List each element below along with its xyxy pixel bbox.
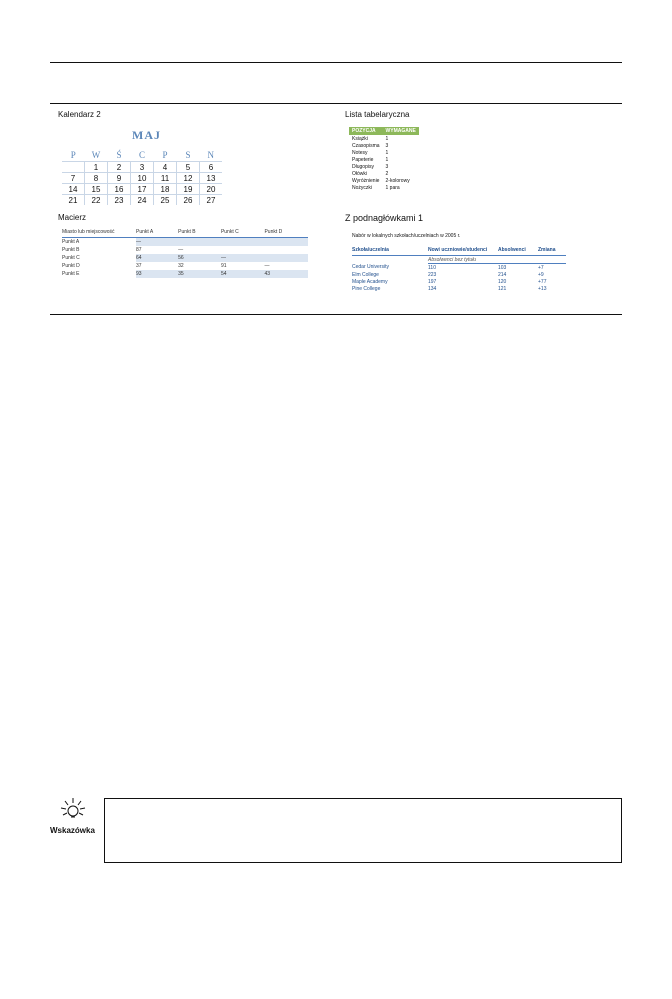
matrix-title: Macierz [58, 213, 87, 222]
day-header: N [207, 150, 214, 160]
day-cell: 26 [177, 195, 200, 206]
matrix-table [62, 228, 308, 278]
day-header: P [70, 150, 76, 160]
subheader-table-cell: Elm College [352, 271, 379, 278]
subheader-table-cell: 120 [498, 278, 507, 285]
list-row [349, 177, 419, 184]
list-header: WYMAGANE [383, 127, 419, 135]
subheader-table [352, 246, 566, 292]
matrix-cell [221, 246, 265, 254]
list-cell: Papeterie [352, 156, 374, 163]
day-cell: 13 [200, 173, 223, 184]
subheader-table-header-row [352, 246, 566, 256]
subheader-table-header: Zmiana [538, 246, 566, 256]
day-header: P [162, 150, 168, 160]
subheader-table-cell: 134 [428, 285, 437, 292]
empty-cell [352, 256, 428, 264]
calendar-day-header-row [62, 149, 222, 162]
matrix-cell: Punkt D [62, 263, 80, 269]
subheader-table-caption: Nabór w lokalnych szkołach/uczelniach w 2005 r. [352, 233, 461, 239]
subheader-table-row [352, 278, 566, 285]
day-cell: 7 [62, 173, 85, 184]
calendar-grid [62, 149, 222, 205]
day-cell: 17 [131, 184, 154, 195]
matrix-row [62, 254, 308, 262]
subheader-row [352, 256, 566, 264]
day-header: Ś [116, 150, 122, 160]
matrix-header: Punkt C [221, 228, 265, 238]
matrix-cell: — [221, 254, 265, 262]
subheader-table-cell: 121 [498, 285, 507, 292]
list-cell: 1 [385, 149, 389, 156]
day-cell: 6 [200, 162, 223, 173]
day-cell: 23 [108, 195, 131, 206]
list-cell: Nożyczki [352, 184, 373, 191]
subheader-table-header: Szkoła/uczelnia [352, 246, 428, 256]
subheader-table-cell: Pine College [352, 285, 381, 292]
day-header: W [91, 150, 101, 160]
matrix-header: Punkt D [264, 228, 308, 238]
subheader-table-cell: +7 [538, 264, 544, 271]
subheader-table-title: Z podnagłówkami 1 [345, 213, 424, 223]
subheader-table-cell: +13 [538, 285, 547, 292]
matrix-cell: 93 [136, 270, 178, 278]
list-row [349, 170, 419, 177]
day-cell: 24 [131, 195, 154, 206]
day-header: C [138, 150, 145, 160]
matrix-cell: 54 [221, 270, 265, 278]
day-cell: 14 [62, 184, 85, 195]
tip-label: Wskazówka [50, 826, 95, 835]
list-row [349, 156, 419, 163]
figure-top-rule [50, 103, 622, 104]
tip-box [104, 798, 622, 863]
subheader-table-row [352, 285, 566, 292]
calendar-week-row [62, 173, 222, 184]
day-cell: 4 [154, 162, 177, 173]
list-cell: Wyróżnienie [352, 177, 380, 184]
list-cell: 2-kolorowy [385, 177, 410, 184]
matrix-cell: 32 [178, 263, 184, 269]
list-cell: Notesy [352, 149, 368, 156]
matrix-cell [264, 254, 308, 262]
subheader-table-row [352, 264, 566, 272]
list-row [349, 142, 419, 149]
list-row [349, 149, 419, 156]
day-cell: 12 [177, 173, 200, 184]
calendar-week-row [62, 184, 222, 195]
day-header: S [185, 150, 191, 160]
day-cell: 3 [131, 162, 154, 173]
day-cell: 8 [85, 173, 108, 184]
list-row [349, 135, 419, 142]
matrix-cell: 64 [136, 254, 178, 262]
calendar-week-row [62, 162, 222, 173]
list-cell: Ołówki [352, 170, 368, 177]
subheader-table-cell: 223 [428, 271, 437, 278]
day-cell: 2 [108, 162, 131, 173]
header-rule [50, 62, 622, 63]
matrix-cell: 87 [136, 247, 142, 253]
day-cell: 9 [108, 173, 131, 184]
matrix-cell: 43 [264, 270, 308, 278]
matrix-cell: — [136, 238, 178, 247]
list-cell: 1 [385, 135, 389, 142]
list-cell: 1 para [385, 184, 400, 191]
day-cell: 1 [85, 162, 108, 173]
list-cell: 2 [385, 170, 389, 177]
matrix-header: Punkt B [178, 228, 221, 238]
subheader-table-header: Absolwenci [498, 246, 538, 256]
calendar-title: Kalendarz 2 [58, 110, 101, 119]
matrix-row [62, 270, 308, 278]
day-cell: 10 [131, 173, 154, 184]
matrix-cell [221, 238, 265, 247]
matrix-cell: Punkt E [62, 271, 80, 277]
matrix-cell [264, 246, 308, 254]
list-cell: 1 [385, 156, 389, 163]
matrix-cell: 35 [178, 270, 221, 278]
day-cell: 25 [154, 195, 177, 206]
matrix-row [62, 238, 308, 247]
subheader-table-cell: +9 [538, 271, 544, 278]
matrix-row [62, 262, 308, 270]
matrix-cell: Punkt B [62, 247, 80, 253]
matrix-cell: 37 [136, 263, 142, 269]
day-cell: 18 [154, 184, 177, 195]
subheader-table-cell: 103 [498, 264, 507, 271]
matrix-header: Punkt A [136, 228, 178, 238]
day-cell: 20 [200, 184, 223, 195]
subheader-table-cell: 110 [428, 264, 436, 271]
list-cell: Czasopisma [352, 142, 380, 149]
calendar-week-row [62, 195, 222, 206]
day-cell: 15 [85, 184, 108, 195]
subheader-table-cell: Maple Academy [352, 278, 388, 285]
subheader-table-cell: 214 [498, 271, 507, 278]
subheader-table-cell: 197 [428, 278, 437, 285]
day-cell: 11 [154, 173, 177, 184]
day-cell: 21 [62, 195, 85, 206]
matrix-cell [178, 238, 221, 247]
matrix-cell: Punkt A [62, 239, 80, 245]
matrix-cell: 56 [178, 254, 221, 262]
day-cell: 22 [85, 195, 108, 206]
subheader-table-header: Nowi uczniowie/studenci [428, 246, 498, 256]
list-title: Lista tabelaryczna [345, 110, 410, 119]
day-cell: 5 [177, 162, 200, 173]
list-header-row [349, 127, 419, 135]
matrix-cell: — [264, 263, 270, 269]
list-row [349, 163, 419, 170]
list-cell: Książki [352, 135, 368, 142]
matrix-header: Miasto lub miejscowość [62, 228, 136, 238]
day-cell [62, 162, 85, 173]
day-cell: 27 [200, 195, 223, 206]
list-header: POZYCJA [349, 127, 383, 135]
list-cell: Długopisy [352, 163, 374, 170]
matrix-cell: — [178, 247, 184, 253]
subheader-table-cell: Cedar University [352, 264, 389, 271]
matrix-header-row [62, 228, 308, 238]
subheader-table-cell: +77 [538, 278, 547, 285]
lightbulb-burst-icon [56, 796, 90, 822]
subheader-table-row [352, 271, 566, 278]
day-cell: 16 [108, 184, 131, 195]
subheader-label: Absolwenci bez tytułu [428, 256, 566, 264]
matrix-cell: 91 [220, 263, 227, 269]
list-cell: 3 [385, 142, 389, 149]
day-cell: 19 [177, 184, 200, 195]
matrix-cell: Punkt C [62, 255, 80, 261]
list-table [349, 127, 419, 191]
figure-bottom-rule [50, 314, 622, 315]
list-cell: 3 [385, 163, 389, 170]
list-row [349, 184, 419, 191]
matrix-cell [264, 238, 308, 247]
matrix-row [62, 246, 308, 254]
calendar-month: MAJ [132, 128, 161, 142]
